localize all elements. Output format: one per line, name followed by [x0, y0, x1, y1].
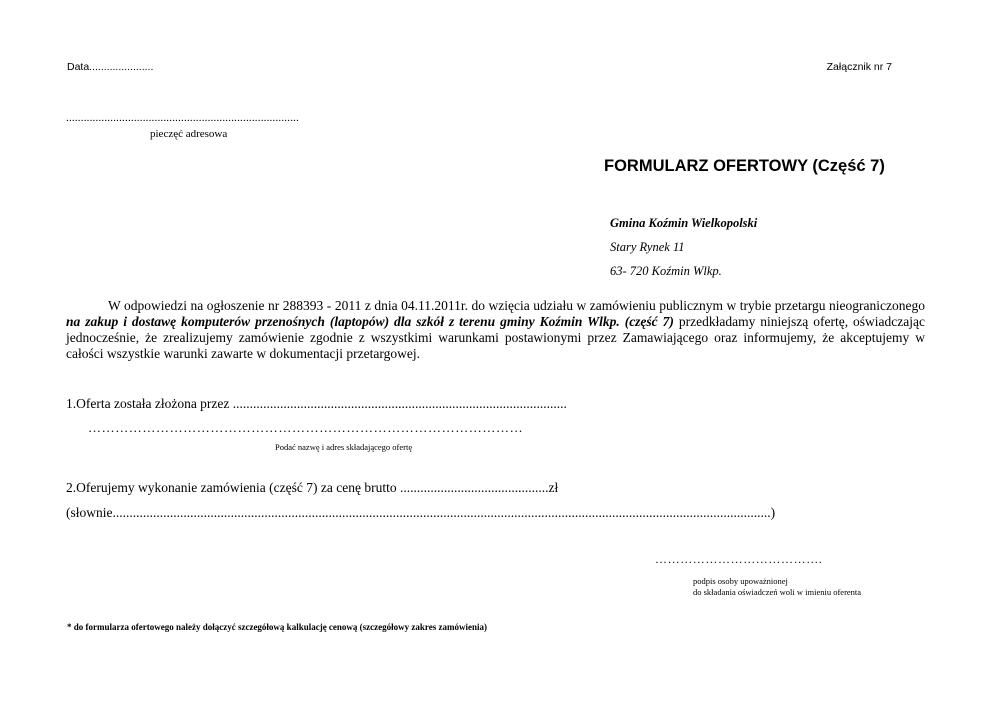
intro-part2: przedkładamy niniejszą ofertę, oświadczając jednocześnie, że zrealizujemy zamówienie zgodnie z wszystkimi warunkami postawionymi przez Zamawiającego oraz informujemy, że akceptujemy w całości wszystkie warunki zawarte w dokumentacji przetargowej.: [66, 314, 925, 361]
signature-caption-line1: podpis osoby upoważnionej: [693, 576, 788, 586]
signature-caption-line2: do składania oświadczeń woli w imieniu oferenta: [693, 587, 862, 597]
recipient-street: Stary Rynek 11: [610, 240, 685, 254]
intro-emphasis: na zakup i dostawę komputerów przenośnych (laptopów) dla szkół z terenu gminy Koźmin Wlkp. (część 7): [66, 314, 674, 329]
intro-paragraph: [66, 298, 925, 362]
recipient-city: 63- 720 Koźmin Wlkp.: [610, 264, 722, 278]
offer-submitted-by-hint: Podać nazwę i adres składającego ofertę: [275, 442, 413, 452]
footnote: * do formularza ofertowego należy dołączyć szczegółową kalkulację cenową (szczegółowy zakres zamówienia): [67, 622, 487, 632]
offer-price-in-words: (słownie...................................................................................................................................................................................................): [66, 505, 776, 520]
intro-part1: W odpowiedzi na ogłoszenie nr 288393 - 2011 z dnia 04.11.2011r. do wzięcia udziału w zamówieniu publicznym w trybie przetargu nieograniczonego: [108, 298, 925, 313]
stamp-label: pieczęć adresowa: [150, 128, 228, 140]
date-field: Data......................: [67, 61, 154, 73]
offer-price: 2.Oferujemy wykonanie zamówienia (część 7) za cenę brutto ............................................zł: [66, 480, 559, 495]
offer-submitted-by-line2: ……………………………………………………………………………………: [88, 420, 524, 435]
form-title: FORMULARZ OFERTOWY (Część 7): [604, 157, 885, 175]
annex-number: Załącznik nr 7: [826, 61, 892, 73]
signature-line: ………………………………….: [655, 552, 823, 566]
signature-caption: [693, 576, 861, 598]
stamp-line: ...............................................................................: [66, 112, 300, 124]
offer-submitted-by: 1.Oferta została złożona przez ...................................................................................................: [66, 396, 567, 411]
recipient-name: Gmina Koźmin Wielkopolski: [610, 216, 758, 230]
